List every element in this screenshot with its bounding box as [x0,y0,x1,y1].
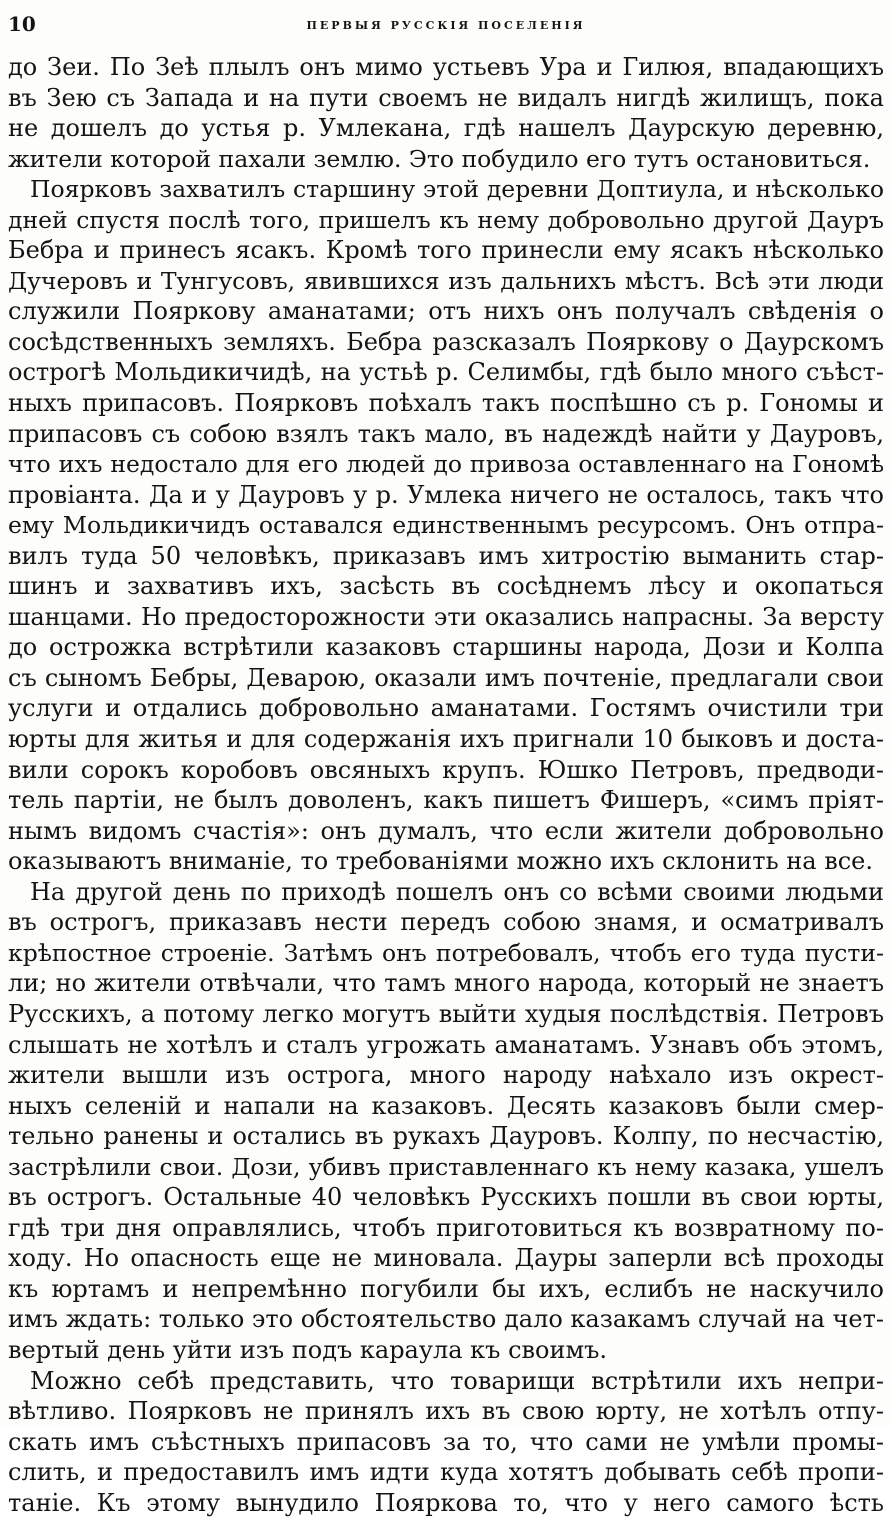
text-line: имъ ждать: только это обстоятельство дало казакамъ случай на чет- [8,1305,884,1334]
text-line: не дошелъ до устья р. Умлекана, гдѣ нашелъ Даурскую деревню, [8,114,884,143]
text-line: Бебра и принесъ ясакъ. Кромѣ того принесли ему ясакъ нѣсколько [8,236,884,265]
text-line: жители которой пахали землю. Это побудило его тутъ остановиться. [8,144,871,173]
text-line: до острожка встрѣтили казаковъ старшины народа, Дози и Колпа [8,633,884,662]
text-line: ныхъ припасовъ. Поярковъ поѣхалъ такъ поспѣшно съ р. Гономы и [8,389,884,418]
text-line: застрѣлили свои. Дози, убивъ приставленнаго къ нему казака, ушелъ [8,1152,884,1181]
body-text [8,52,884,1518]
text-line: На другой день по приходѣ пошелъ онъ со всѣми своими людьми [30,877,884,906]
text-line: крѣпостное строеніе. Затѣмъ онъ потребовалъ, чтобъ его туда пусти- [8,938,884,967]
text-line: ходу. Но опасность еще не миновала. Дауры заперли всѣ проходы [8,1244,884,1273]
text-line: съ сыномъ Бебры, Деварою, оказали имъ почтеніе, предлагали свои [8,663,884,692]
text-line: вѣтливо. Поярковъ не принялъ ихъ въ свою юрту, не хотѣлъ отпу- [8,1397,884,1426]
text-line: острогѣ Мольдикичидѣ, на устьѣ р. Селимбы, гдѣ было много съѣст- [8,358,884,387]
running-title: ПЕРВЫЯ РУССКІЯ ПОСЕЛЕНІЯ [306,19,586,32]
text-line: услуги и отдались добровольно аманатами. Гостямъ очистили три [8,694,884,723]
text-line: вертый день уйти изъ подъ караула къ своимъ. [8,1335,608,1364]
text-line: Русскихъ, а потому легко могутъ выйти худыя послѣдствія. Петровъ [8,999,884,1028]
text-line: ли; но жители отвѣчали, что тамъ много народа, который не знаетъ [8,969,884,998]
text-line: жители вышли изъ острога, много народу наѣхало изъ окрест- [8,1061,884,1090]
text-line: шанцами. Но предосторожности эти оказались напрасны. За версту [8,602,884,631]
text-line: Поярковъ захватилъ старшину этой деревни Доптиула, и нѣсколько [30,175,884,204]
text-line: провіанта. Да и у Дауровъ у р. Умлека ничего не осталось, такъ что [8,480,884,509]
text-line: шинъ и захвативъ ихъ, засѣсть въ сосѣднемъ лѣсу и окопаться [8,572,884,601]
page-number: 10 [8,12,36,36]
text-line: въ острогъ. Остальные 40 человѣкъ Русскихъ пошли въ свои юрты, [8,1183,884,1212]
text-line: скать имъ съѣстныхъ припасовъ за то, что сами не умѣли промы- [8,1427,884,1456]
text-line: слышать не хотѣлъ и сталъ угрожать аманатамъ. Узнавъ объ этомъ, [8,1030,884,1059]
text-line: сосѣдственныхъ земляхъ. Бебра разсказалъ Пояркову о Даурскомъ [8,327,884,356]
text-line: дней спустя послѣ того, пришелъ къ нему добровольно другой Дауръ [8,205,884,234]
text-line: въ Зею съ Запада и на пути своемъ не видалъ нигдѣ жилищъ, пока [8,83,884,112]
text-line: служили Пояркову аманатами; отъ нихъ онъ получалъ свѣденія о [8,297,884,326]
text-line: тельно ранены и остались въ рукахъ Дауровъ. Колпу, по несчастію, [8,1122,884,1151]
text-line: Дучеровъ и Тунгусовъ, явившихся изъ дальнихъ мѣстъ. Всѣ эти люди [8,266,884,295]
text-line: гдѣ три дня оправлялись, чтобъ приготовиться къ возвратному по- [8,1213,884,1242]
text-line: оказываютъ вниманіе, то требованіями можно ихъ склонить на все. [8,847,873,876]
text-line: вили сорокъ коробовъ овсяныхъ крупъ. Юшко Петровъ, предводи- [8,755,884,784]
text-line: вилъ туда 50 человѣкъ, приказавъ имъ хитростію выманить стар- [8,541,884,570]
text-line: Можно себѣ представить, что товарищи встрѣтили ихъ непри- [30,1366,884,1395]
page-header [8,6,884,40]
text-line: до Зеи. По Зеѣ плылъ онъ мимо устьевъ Ура и Гилюя, впадающихъ [8,53,884,81]
text-line: ему Мольдикичидъ оставался единственнымъ ресурсомъ. Онъ отпра- [8,511,884,540]
text-line: слить, и предоставилъ имъ идти куда хотятъ добывать себѣ пропи- [8,1458,884,1487]
text-line: таніе. Къ этому вынудило Пояркова то, что у него самого ѣсть [8,1488,884,1517]
text-line: что ихъ недостало для его людей до привоза оставленнаго на Гономѣ [8,450,884,479]
text-line: юрты для житья и для содержанія ихъ пригнали 10 быковъ и доста- [8,725,884,754]
text-line: нымъ видомъ счастія»: онъ думалъ, что если жители добровольно [8,816,884,845]
text-line: въ острогъ, приказавъ нести передъ собою знамя, и осматривалъ [8,908,884,937]
text-line: ныхъ селеній и напали на казаковъ. Десять казаковъ были смер- [8,1091,884,1120]
text-line: припасовъ съ собою взялъ такъ мало, въ надеждѣ найти у Дауровъ, [8,419,884,448]
text-line: тель партіи, не былъ доволенъ, какъ пишетъ Фишеръ, «симъ пріят- [8,786,884,815]
text-line: къ юртамъ и непремѣнно погубили бы ихъ, еслибъ не наскучило [8,1274,884,1303]
